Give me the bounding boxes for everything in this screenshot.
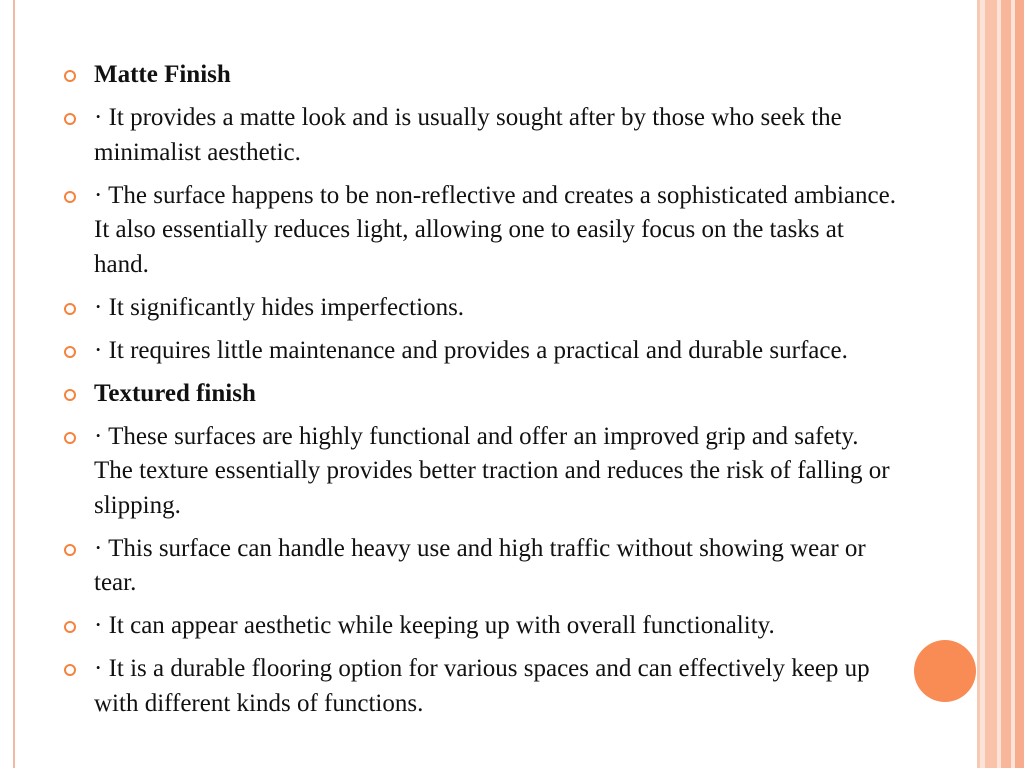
item-text: · It requires little maintenance and provides a practical and durable surface. bbox=[94, 336, 848, 364]
bullet-ring-icon bbox=[64, 70, 76, 82]
list-item bbox=[60, 377, 900, 412]
bullet-ring-icon bbox=[64, 113, 76, 125]
bullet-ring-icon bbox=[64, 664, 76, 676]
left-border-line bbox=[13, 0, 15, 768]
decorative-orange-circle bbox=[914, 640, 976, 702]
stripe bbox=[985, 0, 997, 768]
bullet-ring-icon bbox=[64, 432, 76, 444]
item-text: · The surface happens to be non-reflective and creates a sophisticated ambiance. It also essentially reduces light, allowing one to easily focus on the tasks at hand. bbox=[94, 181, 896, 278]
bullet-ring-icon bbox=[64, 544, 76, 556]
item-text: · These surfaces are highly functional and offer an improved grip and safety. The texture essentially provides better traction and reduces the risk of falling or slipping. bbox=[94, 422, 890, 519]
bullet-ring-icon bbox=[64, 346, 76, 358]
bullet-ring-icon bbox=[64, 621, 76, 633]
list-item bbox=[60, 532, 900, 601]
item-text: Matte Finish bbox=[94, 61, 231, 88]
item-text: · It is a durable flooring option for various spaces and can effectively keep up with different kinds of functions. bbox=[94, 655, 870, 717]
bullet-list bbox=[60, 58, 900, 730]
list-item bbox=[60, 652, 900, 721]
item-text: Textured finish bbox=[94, 379, 256, 407]
item-text: · It significantly hides imperfections. bbox=[94, 293, 465, 321]
list-item bbox=[60, 58, 900, 93]
item-text: · It provides a matte look and is usually sought after by those who seek the minimalist aesthetic. bbox=[94, 104, 842, 166]
stripe bbox=[1001, 0, 1011, 768]
bullet-ring-icon bbox=[64, 389, 76, 401]
list-item bbox=[60, 101, 900, 170]
list-item bbox=[60, 420, 900, 524]
stripe bbox=[1015, 0, 1024, 768]
bullet-ring-icon bbox=[64, 303, 76, 315]
list-item bbox=[60, 334, 900, 369]
list-item bbox=[60, 179, 900, 283]
bullet-ring-icon bbox=[64, 191, 76, 203]
item-text: · It can appear aesthetic while keeping up with overall functionality. bbox=[94, 612, 775, 639]
right-decorative-stripes bbox=[977, 0, 1024, 768]
item-text: · This surface can handle heavy use and high traffic without showing wear or tear. bbox=[94, 534, 866, 596]
list-item bbox=[60, 609, 900, 644]
list-item bbox=[60, 291, 900, 326]
